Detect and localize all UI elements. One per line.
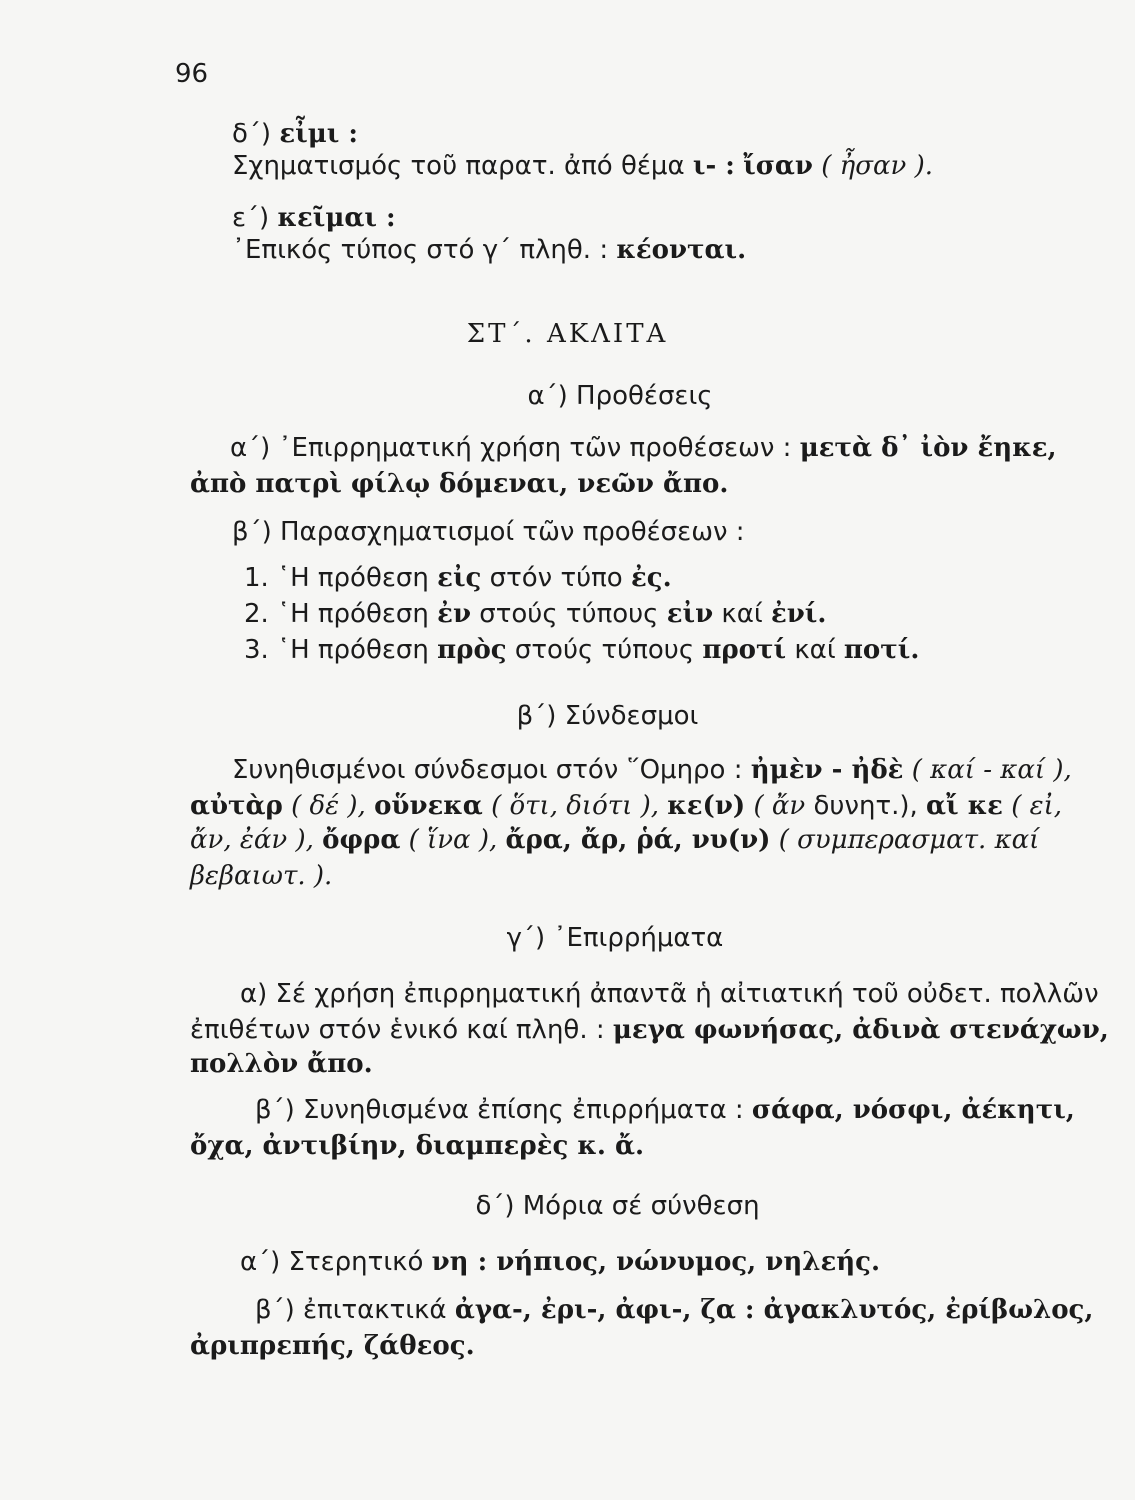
para-item-1-b2: ἐς. (630, 563, 672, 593)
adverbial-line-1 (230, 432, 1057, 464)
particles-a-text: α΄) Στερητικό (240, 1247, 424, 1277)
para-item-2-b1: ἐν (437, 599, 471, 629)
block-e-heading (232, 202, 396, 234)
conj-l2-i1: ( δέ ), (291, 791, 366, 821)
particles-b-text: β΄) ἐπιτακτικά (255, 1295, 447, 1325)
conj-line-2 (190, 790, 1063, 822)
adv-b-l1-bold: σάφα, νόσφι, ἀέκητι, (751, 1095, 1075, 1125)
block-e-text: ᾿Επικός τύπος στό γ΄ πληθ. : (232, 235, 609, 265)
para-item-3-mid2: καί (794, 635, 836, 665)
adv-b-line-1 (255, 1094, 1075, 1126)
block-d-heading (232, 118, 358, 150)
conj-l2-t3: δυνητ.), (813, 791, 918, 821)
conj-line-4 (190, 860, 332, 892)
subsection-conjunctions-title: β΄) Σύνδεσμοι (516, 701, 699, 731)
block-d-text: Σχηματισμός τοῦ παρατ. ἀπό θέμα (232, 151, 685, 181)
subsection-particles-title: δ΄) Μόρια σέ σύνθεση (475, 1191, 760, 1221)
para-item-3 (244, 634, 919, 666)
para-intro: β΄) Παρασχηματισμοί τῶν προθέσεων : (232, 517, 745, 547)
block-d-label: δ΄) (232, 119, 272, 149)
conj-l3-i1: ἄν, ἐάν ), (190, 825, 314, 855)
particles-b-bold: ἀγα-, ἐρι-, ἀφι-, ζα : ἀγακλυτός, ἐρίβωλος, (454, 1295, 1094, 1325)
particles-b (255, 1294, 1094, 1326)
conj-l2-b2: οὕνεκα (374, 791, 483, 821)
para-item-3-mid: στούς τύπους (514, 635, 695, 665)
section-title: ΣΤ΄. ΑΚΛΙΤΑ (466, 319, 669, 349)
conj-l1-bold: ἠμὲν - ἠδὲ (750, 755, 904, 785)
conj-l1-text: Συνηθισμένοι σύνδεσμοι στόν ῞Ομηρο : (232, 755, 743, 785)
block-d-form: ἴσαν (743, 151, 813, 181)
para-item-2 (244, 598, 826, 630)
para-item-2-mid: στούς τύπους (479, 599, 659, 629)
subsection-prepositions-title: α΄) Προθέσεις (527, 381, 713, 411)
block-d-line (232, 150, 933, 182)
particles-a-bold: νη : νήπιος, νώνυμος, νηλεής. (431, 1247, 881, 1277)
para-item-2-b2: εἰν (666, 599, 714, 629)
particles-a (240, 1246, 880, 1278)
para-item-2-b3: ἐνί. (770, 599, 827, 629)
conj-l2-i3: ( ἄν (753, 791, 806, 821)
adv-b-l1-text: β΄) Συνηθισμένα ἐπίσης ἐπιρρήματα : (255, 1095, 744, 1125)
conj-l1-it: ( καί - καί ), (911, 755, 1072, 785)
particles-b-line-2 (190, 1330, 475, 1362)
conj-l3-i3: ( συμπερασματ. καί (778, 825, 1040, 855)
para-item-1-mid: στόν τύπο (489, 563, 623, 593)
conj-l2-b3: κε(ν) (667, 791, 746, 821)
para-item-3-b3: ποτί. (843, 635, 920, 665)
adv-b-l2-bold: ὄχα, ἀντιβίην, διαμπερὲς κ. ἄ. (190, 1131, 644, 1161)
conj-l2-b4: αἴ κε (926, 791, 1003, 821)
conj-l3-b1: ὄφρα (322, 825, 401, 855)
adv-a-line-1: α) Σέ χρήση ἐπιρρηματική ἀπαντᾶ ἡ αἰτιατική τοῦ οὐδετ. πολλῶν (240, 979, 1099, 1009)
adverbial-line-2 (190, 468, 728, 500)
page-number: 96 (175, 59, 209, 89)
block-d-paren: ( ἦσαν ). (821, 151, 934, 181)
adv-a-l2-bold: μεγα φωνήσας, ἀδινὰ στενάχων, (612, 1015, 1109, 1045)
block-e-label: ε΄) (232, 203, 270, 233)
para-item-3-b2: προτί (702, 635, 787, 665)
adv-a-l2-text: ἐπιθέτων στόν ἑνικό καί πληθ. : (190, 1015, 605, 1045)
particles-b-l2-bold: ἀριπρεπής, ζάθεος. (190, 1331, 475, 1361)
para-item-3-b1: πρὸς (437, 635, 507, 665)
block-e-line (232, 234, 746, 266)
conj-l2-b1: αὐτὰρ (190, 791, 283, 821)
adv-a-line-3 (190, 1048, 373, 1080)
conj-l2-i4: ( εἰ, (1011, 791, 1063, 821)
block-e-word: κεῖμαι : (277, 203, 396, 233)
conj-l3-i2: ( ἵνα ), (408, 825, 498, 855)
para-item-2-mid2: καί (721, 599, 763, 629)
para-item-3-num: 3. ῾Η πρόθεση (244, 635, 429, 665)
para-item-1-b1: εἰς (437, 563, 482, 593)
conj-line-1 (232, 754, 1072, 786)
para-item-1 (244, 562, 672, 594)
block-e-form: κέονται. (616, 235, 747, 265)
conj-line-3 (190, 824, 1040, 856)
block-d-stem: ι- : (692, 151, 735, 181)
conj-l3-b2: ἄρα, ἄρ, ῥά, νυ(ν) (505, 825, 771, 855)
adverbial-bold-1: μετὰ δ᾿ ἰὸν ἔηκε, (799, 433, 1057, 463)
adv-a-line-2 (190, 1014, 1109, 1046)
para-item-2-num: 2. ῾Η πρόθεση (244, 599, 429, 629)
conj-l2-i2: ( ὅτι, διότι ), (491, 791, 659, 821)
adv-a-l3-bold: πολλὸν ἄπο. (190, 1049, 373, 1079)
para-item-1-num: 1. ῾Η πρόθεση (244, 563, 429, 593)
adverbial-text: α΄) ᾿Επιρρηματική χρήση τῶν προθέσεων : (230, 433, 792, 463)
conj-l4-i1: βεβαιωτ. ). (190, 861, 333, 891)
adv-b-line-2 (190, 1130, 644, 1162)
subsection-adverbs-title: γ΄) ᾿Επιρρήματα (506, 923, 724, 953)
adverbial-bold-2: ἀπὸ πατρὶ φίλῳ δόμεναι, νεῶν ἄπο. (190, 469, 729, 499)
block-d-word: εἶμι : (279, 119, 358, 149)
